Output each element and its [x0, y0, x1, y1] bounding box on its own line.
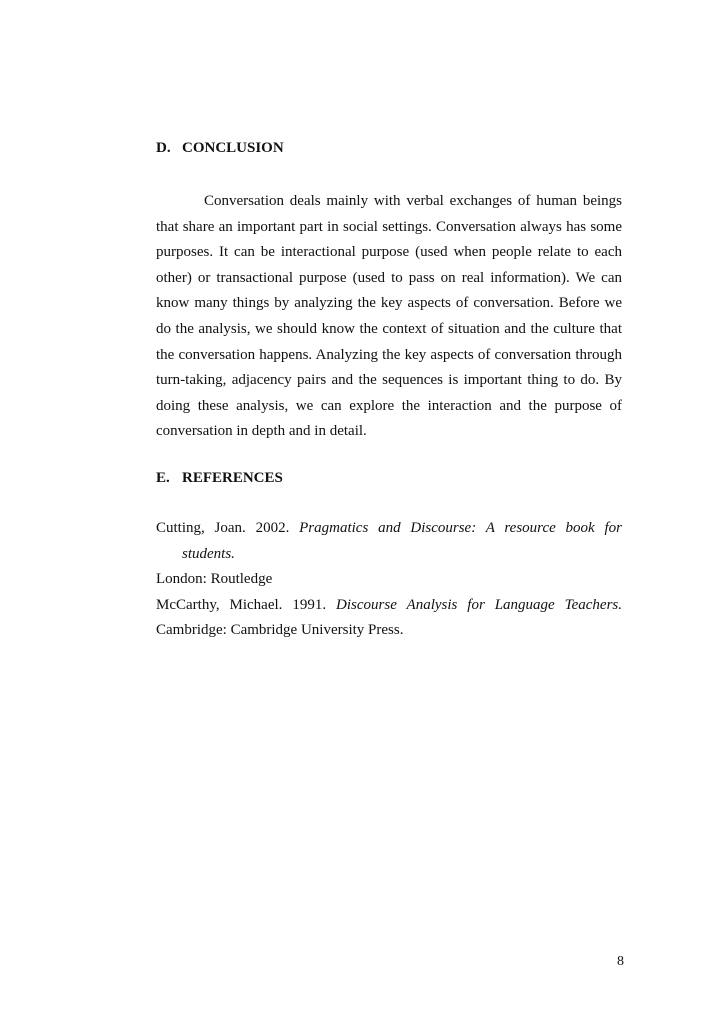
- conclusion-paragraph: Conversation deals mainly with verbal exchanges of human beings that share an important part in social settings. Conversation always has some purposes. It can be interactional purpose (used when people relate to each other) or transactional purpose (used to pass on real information). We can know many things by analyzing the key aspects of conversation. Before we do the analysis, we should know the context of situation and the culture that the conversation happens. Analyzing the key aspects of conversation through turn-taking, adjacency pairs and the sequences is important thing to do. By doing these analysis, we can explore the interaction and the purpose of conversation in depth and in detail.: [156, 193, 622, 440]
- section-heading-references: [156, 469, 283, 487]
- section-letter: E.: [156, 470, 170, 486]
- reference-title: Discourse Analysis for Language Teachers.: [336, 596, 623, 613]
- reference-list: [156, 516, 622, 644]
- reference-author-year: McCarthy, Michael. 1991.: [156, 596, 327, 613]
- reference-publisher: Cambridge: Cambridge University Press.: [156, 622, 404, 639]
- reference-first-line: [156, 593, 623, 619]
- reference-entry: [156, 516, 622, 593]
- reference-publisher: London: Routledge: [156, 571, 273, 588]
- page-number: 8: [617, 954, 624, 969]
- reference-title: Pragmatics and Discourse: A resource book for students.: [182, 520, 623, 562]
- reference-first-line: [156, 516, 623, 567]
- section-title: CONCLUSION: [182, 140, 284, 156]
- section-heading-conclusion: [156, 139, 284, 157]
- section-title: REFERENCES: [182, 470, 283, 486]
- reference-entry: [156, 593, 622, 644]
- section-letter: D.: [156, 140, 171, 156]
- reference-author-year: Cutting, Joan. 2002.: [156, 520, 290, 536]
